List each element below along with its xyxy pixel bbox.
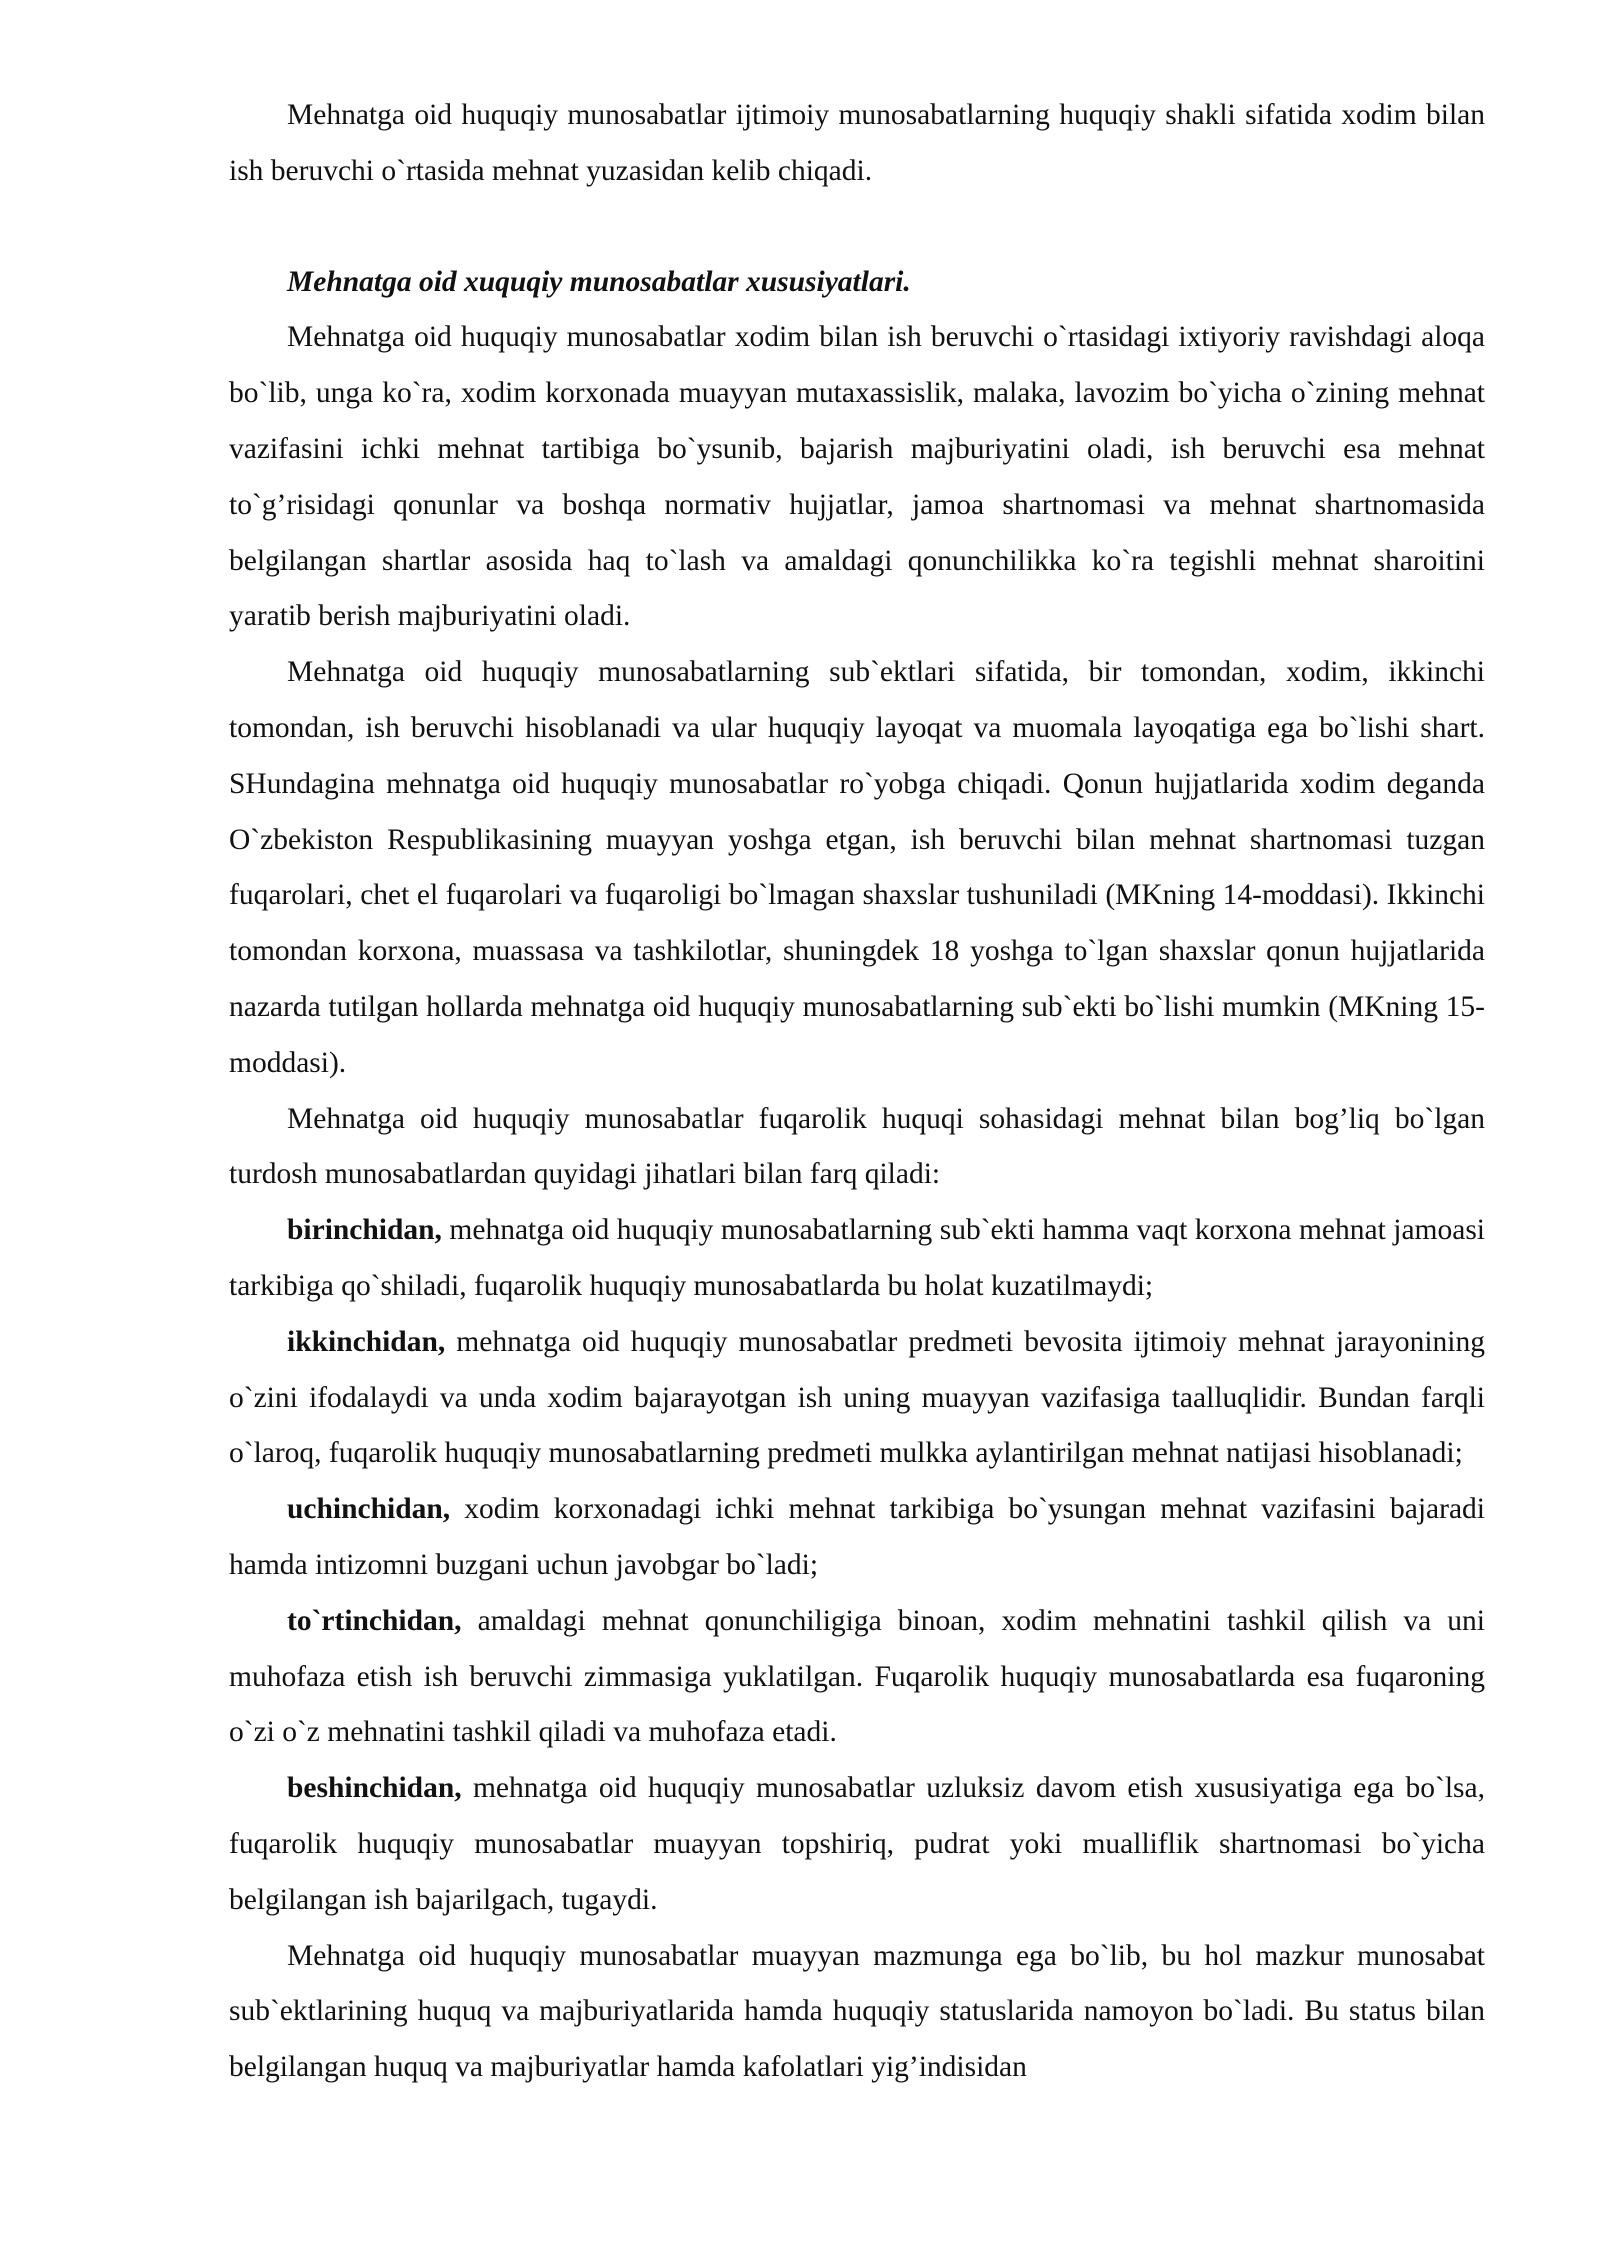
list-item-lead: beshinchidan,: [287, 1772, 462, 1805]
list-item: [229, 1203, 1485, 1315]
paragraph-differences-intro: Mehnatga oid huquqiy munosabatlar fuqarolik huquqi sohasidagi mehnat bilan bog’liq bo`lgan turdosh munosabatlardan quyidagi jihatlari bilan farq qiladi:: [229, 1102, 1485, 1191]
list-item: [229, 1315, 1485, 1482]
list-item: [229, 1482, 1485, 1594]
list-item-text: mehnatga oid huquqiy munosabatlar predmeti bevosita ijtimoiy mehnat jarayonining o`zini ifodalaydi va unda xodim bajarayotgan ish uning muayyan vazifasiga taalluqlidir. Bundan farqli o`laroq, fuqarolik huquqiy munosabatlarning predmeti mulkka aylantirilgan mehnat natijasi hisoblanadi;: [229, 1325, 1485, 1470]
section-heading: Mehnatga oid xuquqiy munosabatlar xususiyatlari.: [287, 265, 911, 298]
intro-paragraph: Mehnatga oid huquqiy munosabatlar ijtimoiy munosabatlarning huquqiy shakli sifatida xodim bilan ish beruvchi o`rtasida mehnat yuzasidan kelib chiqadi.: [229, 99, 1485, 187]
list-item-lead: to`rtinchidan,: [287, 1604, 462, 1637]
paragraph-subjects: Mehnatga oid huquqiy munosabatlarning sub`ektlari sifatida, bir tomondan, xodim, ikkinchi tomondan, ish beruvchi hisoblanadi va ular huquqiy layoqat va muomala layoqatiga ega bo`lishi shart. SHundagina mehnatga oid huquqiy munosabatlar ro`yobga chiqadi. Qonun hujjatlarida xodim deganda O`zbekiston Respublikasining muayyan yoshga etgan, ish beruvchi bilan mehnat shartnomasi tuzgan fuqarolari, chet el fuqarolari va fuqaroligi bo`lmagan shaxslar tushuniladi (MKning 14-moddasi). Ikkinchi tomondan korxona, muassasa va tashkilotlar, shuningdek 18 yoshga to`lgan shaxslar qonun hujjatlarida nazarda tutilgan hollarda mehnatga oid huquqiy munosabatlarning sub`ekti bo`lishi mumkin (MKning 15-moddasi).: [229, 656, 1485, 1079]
list-item: [229, 1594, 1485, 1761]
list-item-text: mehnatga oid huquqiy munosabatlar uzluksiz davom etish xususiyatiga ega bo`lsa, fuqarolik huquqiy munosabatlar muayyan topshiriq, pudrat yoki mualliflik shartnomasi bo`yicha belgilangan ish bajarilgach, tugaydi.: [229, 1772, 1485, 1916]
list-item-lead: uchinchidan,: [287, 1493, 451, 1526]
list-item-lead: ikkinchidan,: [287, 1325, 446, 1358]
paragraph-content: Mehnatga oid huquqiy munosabatlar muayyan mazmunga ega bo`lib, bu hol mazkur munosabat sub`ektlarining huquq va majburiyatlarida hamda huquqiy statuslarida namoyon bo`ladi. Bu status bilan belgilangan huquq va majburiyatlar hamda kafolatlari yig’indisidan: [229, 1939, 1485, 2084]
document-page: [229, 88, 1485, 2096]
list-item-text: amaldagi mehnat qonunchiligiga binoan, xodim mehnatini tashkil qilish va uni muhofaza etish ish beruvchi zimmasiga yuklatilgan. Fuqarolik huquqiy munosabatlarda esa fuqaroning o`zi o`z mehnatini tashkil qiladi va muhofaza etadi.: [229, 1604, 1485, 1749]
paragraph-definition: Mehnatga oid huquqiy munosabatlar xodim bilan ish beruvchi o`rtasidagi ixtiyoriy ravishdagi aloqa bo`lib, unga ko`ra, xodim korxonada muayyan mutaxassislik, malaka, lavozim bo`yicha o`zining mehnat vazifasini ichki mehnat tartibiga bo`ysunib, bajarish majburiyatini oladi, ish beruvchi esa mehnat to`g’risidagi qonunlar va boshqa normativ hujjatlar, jamoa shartnomasi va mehnat shartnomasida belgilangan shartlar asosida haq to`lash va amaldagi qonunchilikka ko`ra tegishli mehnat sharoitini yaratib berish majburiyatini oladi.: [229, 321, 1485, 633]
list-item-lead: birinchidan,: [287, 1214, 442, 1247]
list-item-text: mehnatga oid huquqiy munosabatlarning sub`ekti hamma vaqt korxona mehnat jamoasi tarkibiga qo`shiladi, fuqarolik huquqiy munosabatlarda bu holat kuzatilmaydi;: [229, 1214, 1485, 1302]
list-item: [229, 1761, 1485, 1928]
list-item-text: xodim korxonadagi ichki mehnat tarkibiga bo`ysungan mehnat vazifasini bajaradi hamda intizomni buzgani uchun javobgar bo`ladi;: [229, 1493, 1485, 1581]
